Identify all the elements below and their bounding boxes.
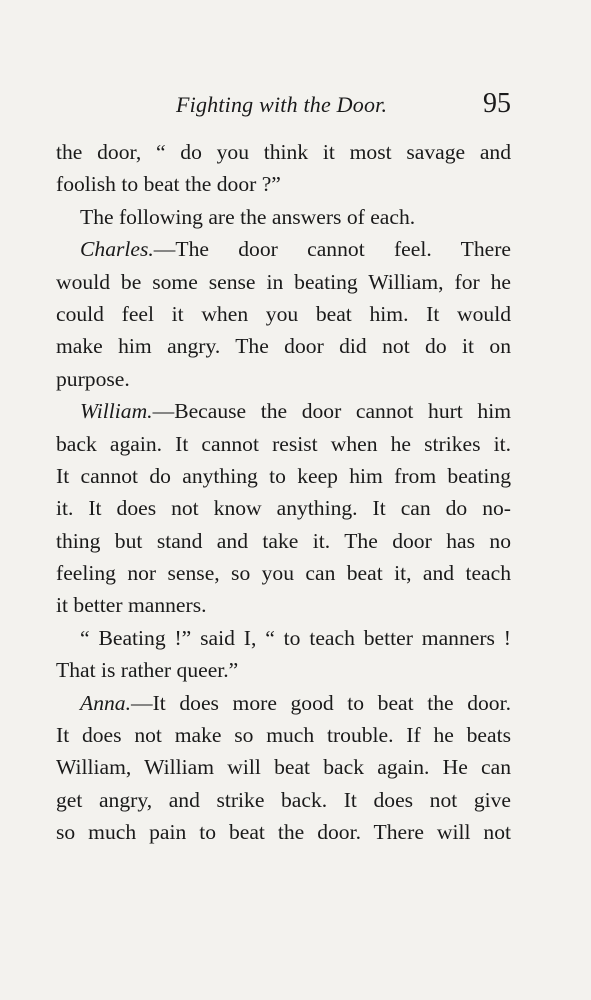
line-text: —Because the door cannot hurt him — [152, 399, 511, 424]
text-line — [56, 330, 511, 362]
text-line — [56, 136, 511, 168]
text-line — [56, 201, 511, 233]
text-line — [56, 298, 511, 330]
line-text: feeling nor sense, so you can beat it, and teach — [56, 561, 511, 586]
line-text: get angry, and strike back. It does not give — [56, 787, 511, 812]
line-text: it better manners. — [56, 593, 207, 618]
text-line — [56, 784, 511, 816]
page-number: 95 — [483, 88, 511, 119]
line-text: It does not make so much trouble. If he beats — [56, 723, 511, 748]
page-text — [56, 136, 511, 849]
text-line — [56, 395, 511, 427]
line-text: make him angry. The door did not do it on — [56, 334, 511, 359]
speaker-name: Charles. — [80, 237, 154, 262]
text-line — [56, 168, 511, 200]
line-text: —The door cannot feel. There — [153, 237, 511, 262]
line-text: thing but stand and take it. The door has no — [56, 528, 511, 553]
text-line — [56, 460, 511, 492]
line-text: The following are the answers of each. — [80, 204, 416, 229]
line-text: —It does more good to beat the door. — [130, 690, 511, 715]
line-text: It cannot do anything to keep him from beating — [56, 463, 511, 488]
text-line — [56, 525, 511, 557]
running-title: Fighting with the Door. — [176, 92, 388, 117]
text-line — [56, 266, 511, 298]
text-line — [56, 687, 511, 719]
line-text: so much pain to beat the door. There will not — [56, 820, 511, 845]
line-text: foolish to beat the door ?” — [56, 172, 281, 197]
line-text: “ Beating !” said I, “ to teach better manners ! — [80, 625, 511, 650]
text-line — [56, 557, 511, 589]
line-text: would be some sense in beating William, for he — [56, 269, 511, 294]
text-line — [56, 751, 511, 783]
text-line — [56, 622, 511, 654]
line-text: the door, “ do you think it most savage and — [56, 140, 511, 164]
text-line — [56, 816, 511, 848]
text-line — [56, 589, 511, 621]
text-line — [56, 654, 511, 686]
text-line — [56, 233, 511, 265]
text-line — [56, 719, 511, 751]
page-header — [56, 88, 511, 128]
line-text: it. It does not know anything. It can do no- — [56, 496, 511, 521]
text-line — [56, 428, 511, 460]
line-text: That is rather queer.” — [56, 658, 239, 683]
speaker-name: William. — [80, 399, 153, 424]
text-line — [56, 492, 511, 524]
speaker-name: Anna. — [80, 690, 131, 715]
line-text: William, William will beat back again. He can — [56, 755, 511, 780]
line-text: could feel it when you beat him. It would — [56, 301, 511, 326]
line-text: purpose. — [56, 366, 130, 391]
line-text: back again. It cannot resist when he strikes it. — [56, 431, 511, 456]
text-line — [56, 363, 511, 395]
